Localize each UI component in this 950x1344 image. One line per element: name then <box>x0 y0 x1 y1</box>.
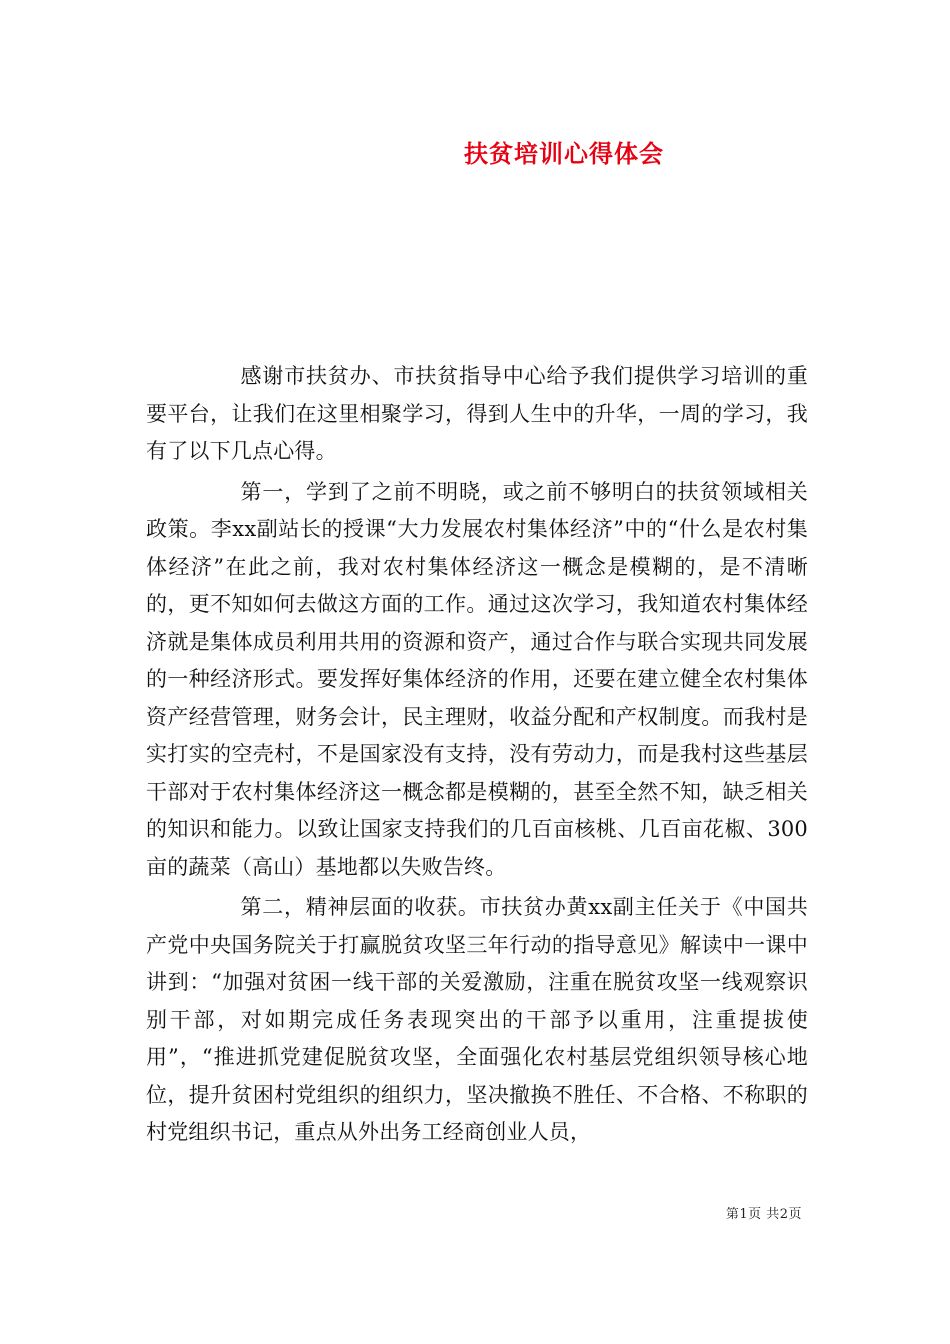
paragraph-intro: 感谢市扶贫办、市扶贫指导中心给予我们提供学习培训的重要平台，让我们在这里相聚学习，得到人生中的升华，一周的学习，我有了以下几点心得。 <box>146 364 808 463</box>
paragraph-second-point: 第二，精神层面的收获。市扶贫办黄xx副主任关于《中国共产党中央国务院关于打赢脱贫攻坚三年行动的指导意见》解读中一课中讲到：“加强对贫困一线干部的关爱激励，注重在脱贫攻坚一线观察识别干部，对如期完成任务表现突出的干部予以重用，注重提拔使用”，“推进抓党建促脱贫攻坚，全面强化农村基层党组织领导核心地位，提升贫困村党组织的组织力，坚决撤换不胜任、不合格、不称职的村党组织书记，重点从外出务工经商创业人员， <box>146 895 808 1144</box>
document-title: 扶贫培训心得体会 <box>464 139 664 168</box>
paragraph-first-point: 第一，学到了之前不明晓，或之前不够明白的扶贫领域相关政策。李xx副站长的授课“大力发展农村集体经济”中的“什么是农村集体经济”在此之前，我对农村集体经济这一概念是模糊的，是不清晰的，更不知如何去做这方面的工作。通过这次学习，我知道农村集体经济就是集体成员利用共用的资源和资产，通过合作与联合实现共同发展的一种经济形式。要发挥好集体经济的作用，还要在建立健全农村集体资产经营管理，财务会计，民主理财，收益分配和产权制度。而我村是实打实的空壳村，不是国家没有支持，没有劳动力，而是我村这些基层干部对于农村集体经济这一概念都是模糊的，甚至全然不知，缺乏相关的知识和能力。以致让国家支持我们的几百亩核桃、几百亩花椒、300亩的蔬菜（高山）基地都以失败告终。 <box>146 479 808 879</box>
page-number-footer: 第1页 共2页 <box>725 1207 802 1222</box>
document-body <box>146 358 808 1155</box>
